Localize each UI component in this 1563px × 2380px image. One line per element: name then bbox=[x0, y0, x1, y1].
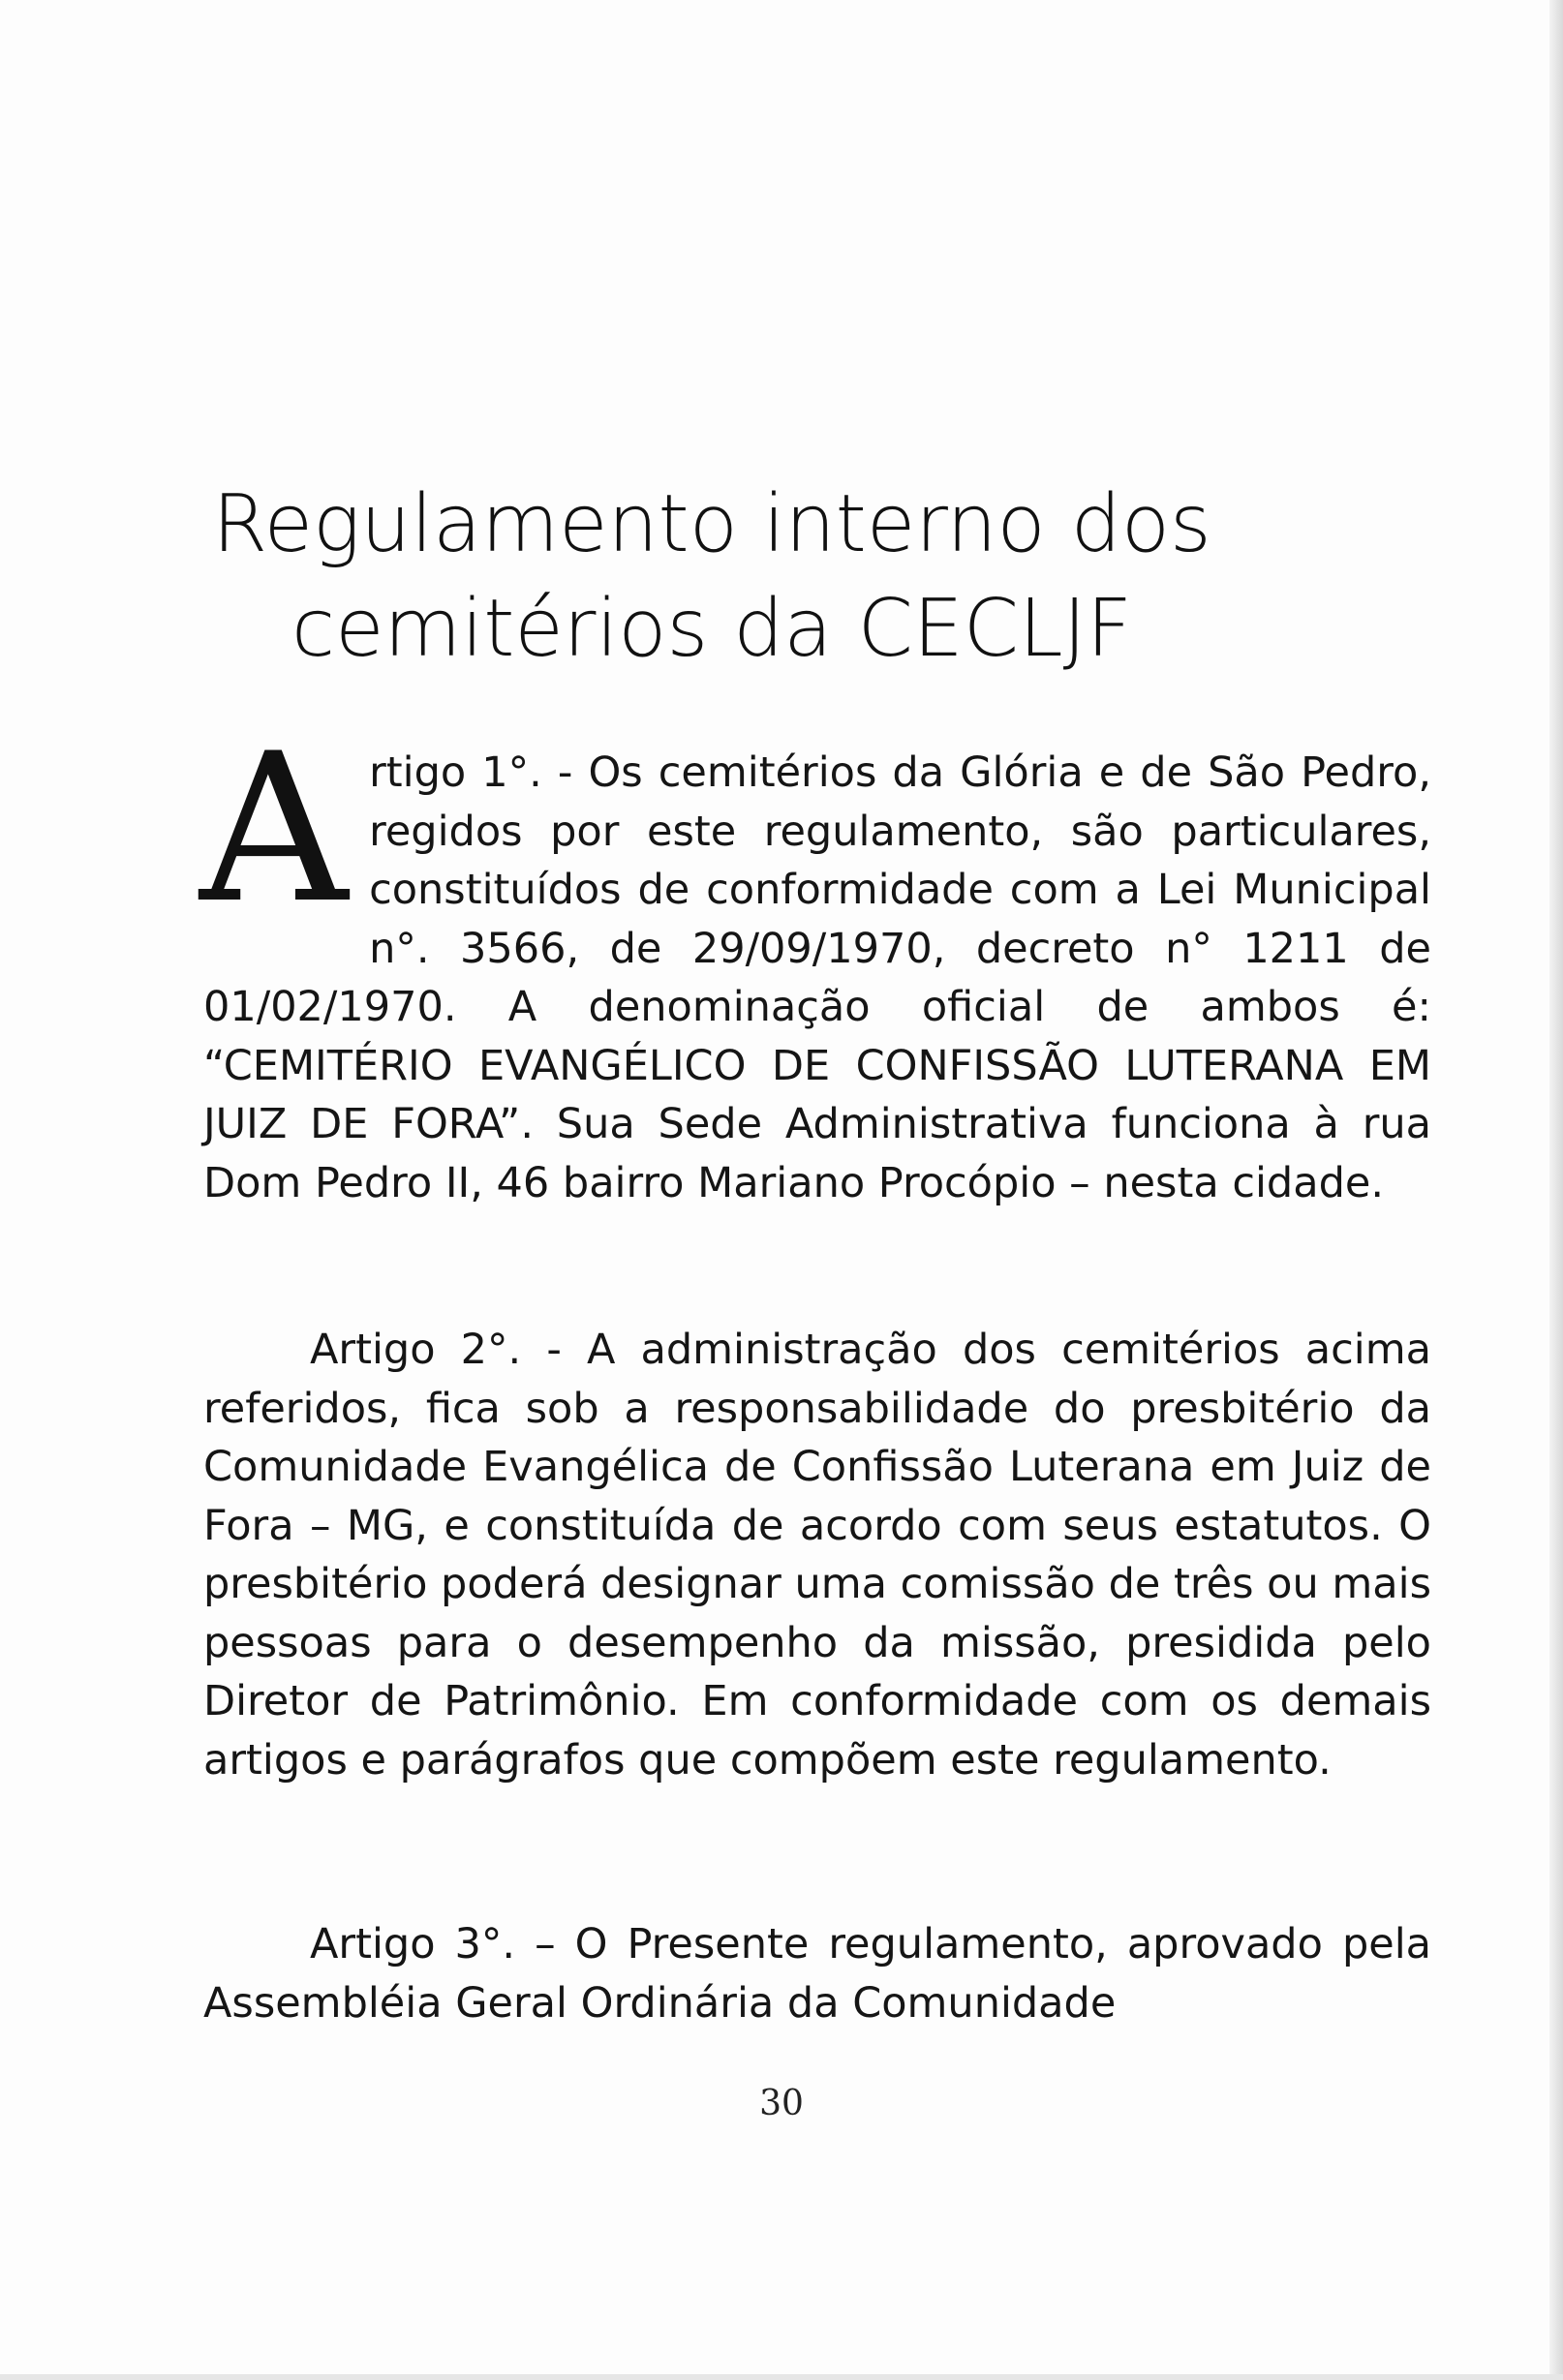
article-1-text: rtigo 1°. - Os cemitérios da Glória e de São Pedro, regidos por este regulamento, são particulares, constituídos de conformidade com a Lei Municipal n°. 3566, de 29/09/1970, decreto n° 1211 de 01/02/1970. A denominação oficial de ambos é: “CEMITÉRIO EVANGÉLICO DE CONFISSÃO LUTERANA EM JUIZ DE FORA”. Sua Sede Administrativa funciona à rua Dom Pedro II, 46 bairro Mariano Procópio – nesta cidade. bbox=[203, 748, 1431, 1207]
article-3-text: Artigo 3°. – O Presente regulamento, aprovado pela Assembléia Geral Ordinária da Comunidade bbox=[203, 1920, 1431, 2028]
article-2-text: Artigo 2°. - A administração dos cemitérios acima referidos, fica sob a responsabilidade do presbitério da Comunidade Evangélica de Confissão Luterana em Juiz de Fora – MG, e constituída de acordo com seus estatutos. O presbitério poderá designar uma comissão de três ou mais pessoas para o desempenho da missão, presidida pelo Diretor de Patrimônio. Em conformidade com os demais artigos e parágrafos que compõem este regulamento. bbox=[203, 1326, 1431, 1785]
article-2 bbox=[203, 1321, 1431, 1789]
article-1 bbox=[199, 709, 1431, 1212]
title-line-1: Regulamento interno dos bbox=[212, 478, 1211, 570]
page-edge-bottom bbox=[0, 2374, 1563, 2380]
page-edge bbox=[1549, 0, 1563, 2380]
article-3 bbox=[203, 1915, 1431, 2032]
drop-cap: A bbox=[199, 709, 349, 948]
title-line-2: cemitérios da CECLJF bbox=[291, 583, 1132, 675]
article-1-paragraph bbox=[199, 709, 1431, 1212]
page-number: 30 bbox=[759, 2084, 804, 2123]
page-title bbox=[203, 473, 1220, 682]
